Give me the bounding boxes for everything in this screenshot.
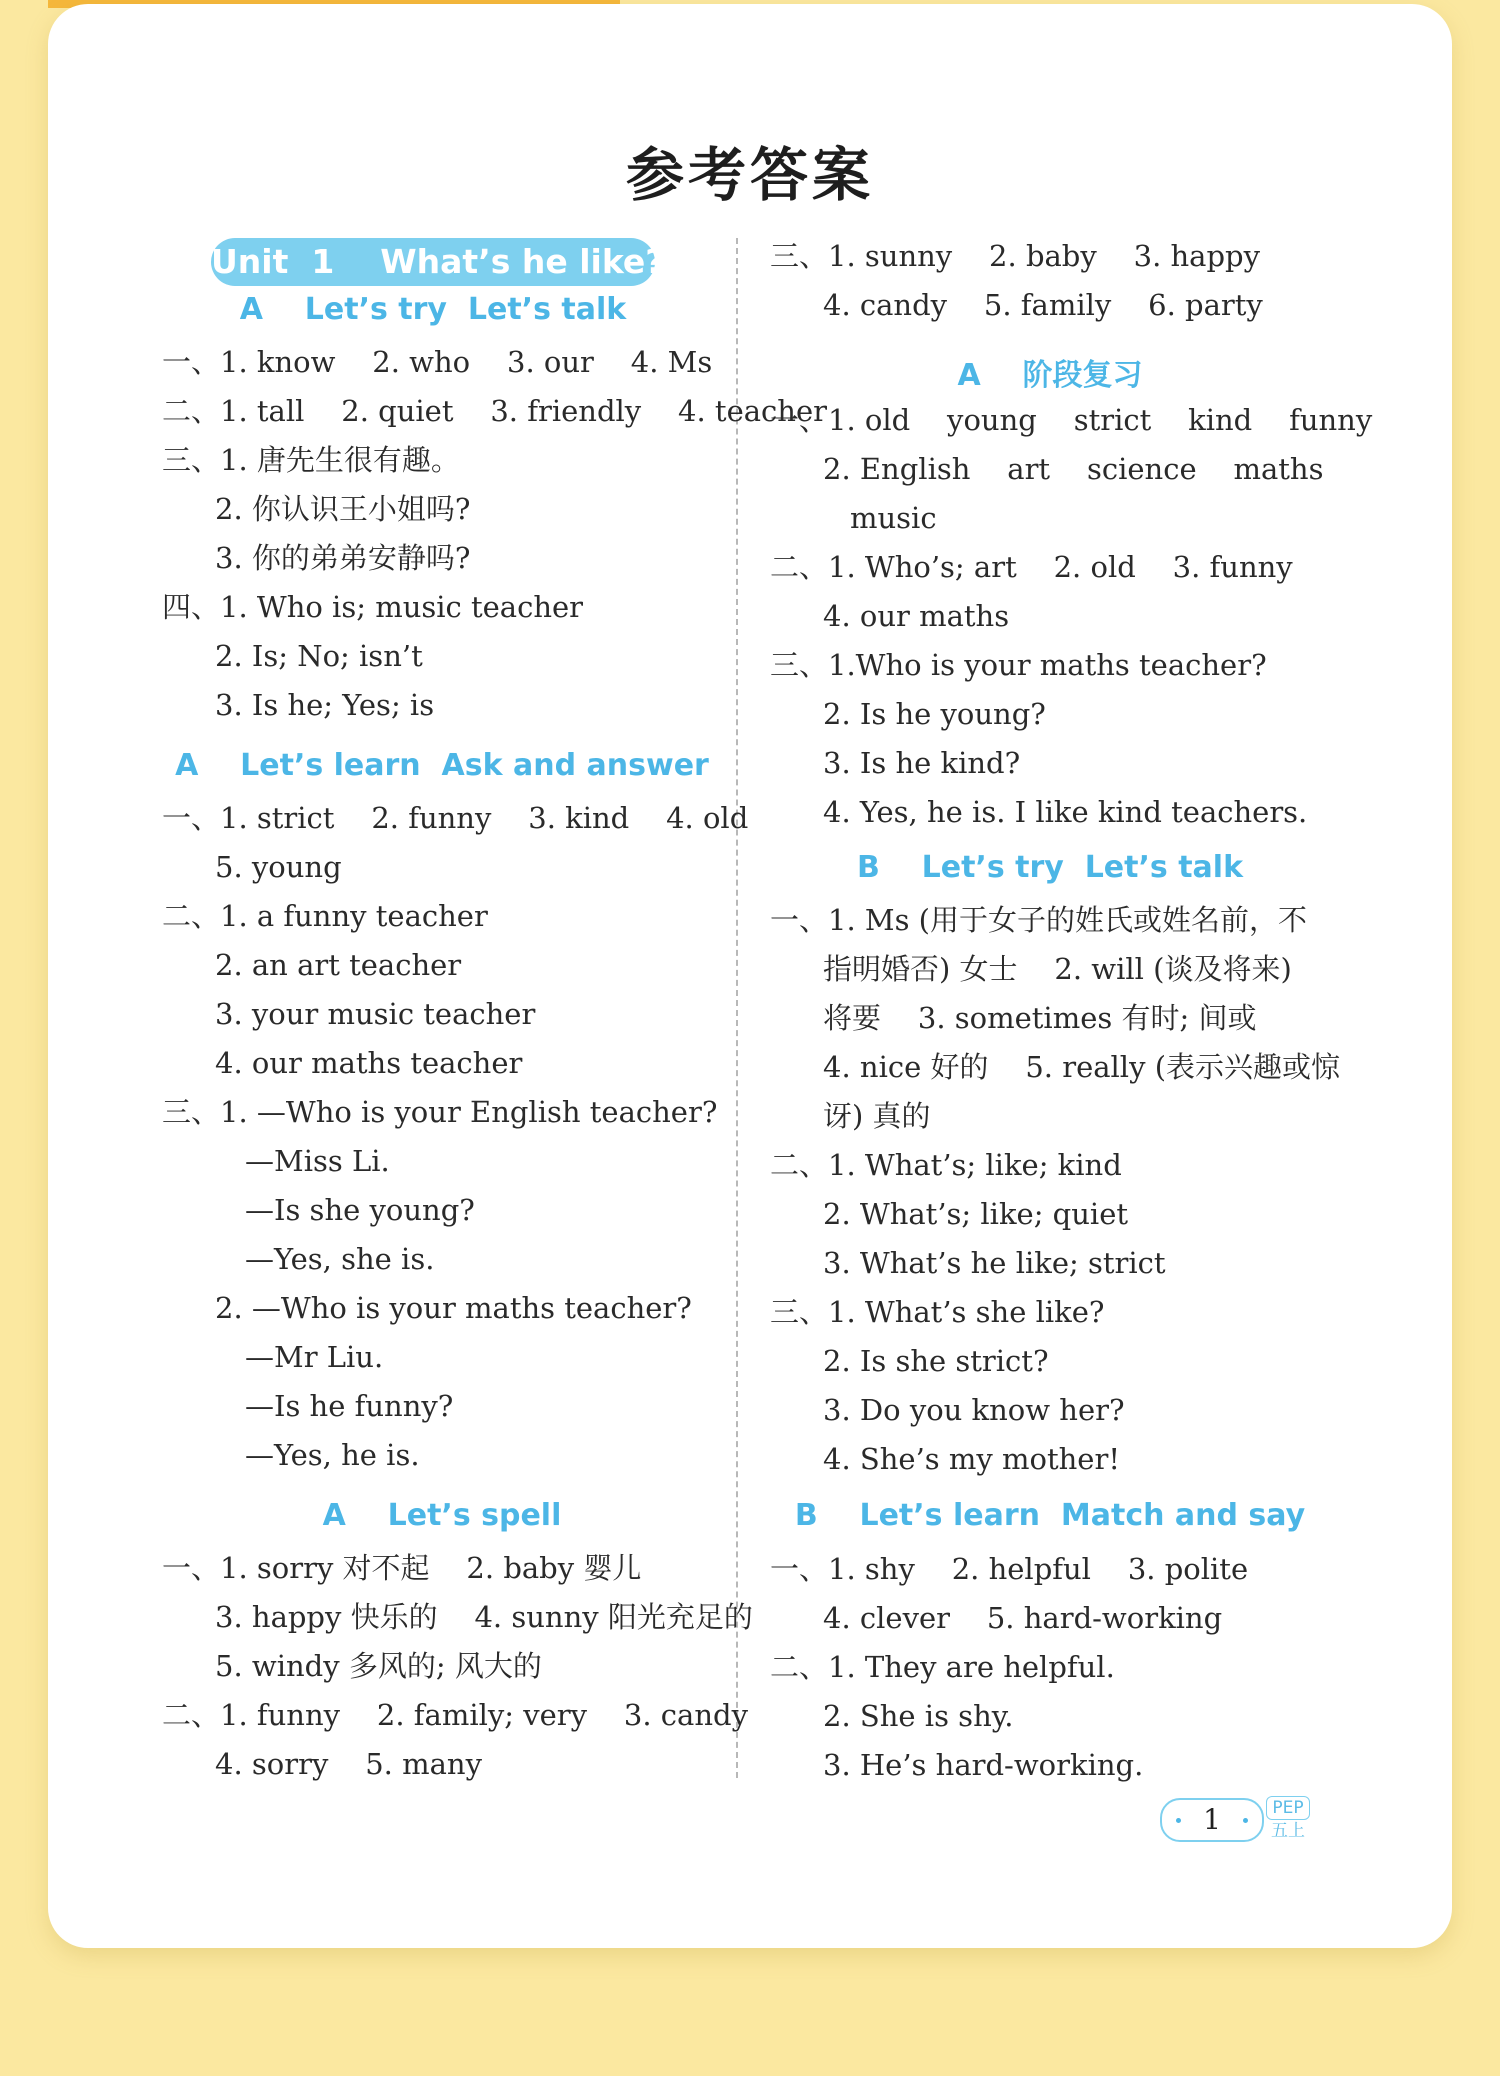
answer-row: 3. Is he; Yes; is <box>215 688 435 722</box>
dialogue-line: —Yes, he is. <box>245 1438 420 1472</box>
section-heading-b-try-talk: B Let’s try Let’s talk <box>856 850 1244 885</box>
dialogue-line: —Miss Li. <box>245 1144 390 1178</box>
answer-row: 2. Is; No; isn’t <box>215 639 423 673</box>
answer-row: 5. windy 多风的; 风大的 <box>215 1649 542 1683</box>
answer-row: 4. sorry 5. many <box>215 1747 482 1781</box>
answer-row: 4. nice 好的 5. really (表示兴趣或惊 <box>823 1050 1341 1084</box>
answer-row: 一、1. Ms (用于女子的姓氏或姓名前，不 <box>770 903 1307 937</box>
answer-row: 三、1. What’s she like? <box>770 1295 1105 1329</box>
answer-row: 一、1. sorry 对不起 2. baby 婴儿 <box>162 1551 642 1585</box>
answer-row: 指明婚否) 女士 2. will (谈及将来) <box>823 952 1292 986</box>
section-heading-a-learn-ask: A Let’s learn Ask and answer <box>175 748 709 783</box>
column-divider <box>736 238 738 1778</box>
answers-a-review <box>770 396 1373 837</box>
dialogue-line: —Is she young? <box>245 1193 475 1227</box>
answer-row: 二、1. Who’s; art 2. old 3. funny <box>770 550 1293 584</box>
answer-row: 4. clever 5. hard-working <box>823 1601 1223 1635</box>
answers-a-spell <box>162 1544 753 1789</box>
section-heading-a-spell: A Let’s spell <box>322 1498 562 1533</box>
answer-row: 2. Is he young? <box>823 697 1046 731</box>
answer-row: 3. 你的弟弟安静吗? <box>215 541 471 575</box>
answer-row: 2. an art teacher <box>215 948 462 982</box>
page-title: 参考答案 <box>625 141 874 209</box>
page-number-badge <box>1160 1798 1264 1842</box>
answer-row: music <box>850 501 937 535</box>
answer-row: 二、1. They are helpful. <box>770 1650 1115 1684</box>
answer-row: 3. Do you know her? <box>823 1393 1125 1427</box>
answer-row: 二、1. What’s; like; kind <box>770 1148 1122 1182</box>
answer-row: 三、1.Who is your maths teacher? <box>770 648 1267 682</box>
answer-row: 一、1. old young strict kind funny <box>770 403 1373 437</box>
edition-mark <box>1266 1796 1310 1842</box>
answer-row: 三、1. sunny 2. baby 3. happy <box>770 239 1260 273</box>
answer-row: 3. He’s hard-working. <box>823 1748 1144 1782</box>
page-number: 1 <box>1203 1803 1221 1836</box>
answers-b-learn-match <box>770 1545 1330 1790</box>
answer-row: 3. Is he kind? <box>823 746 1021 780</box>
answer-row: 2. 你认识王小姐吗? <box>215 492 471 526</box>
answer-row: 将要 3. sometimes 有时; 间或 <box>823 1001 1257 1035</box>
edition-pep: PEP <box>1266 1796 1310 1820</box>
answer-row: 二、1. funny 2. family; very 3. candy <box>162 1698 748 1732</box>
answer-row: 4. Yes, he is. I like kind teachers. <box>823 795 1308 829</box>
answer-row: 2. Is she strict? <box>823 1344 1049 1378</box>
answer-row: 4. our maths <box>823 599 1010 633</box>
answers-a-learn-ask <box>162 794 749 1480</box>
answer-row: 2. —Who is your maths teacher? <box>215 1291 692 1325</box>
dialogue-line: —Is he funny? <box>245 1389 454 1423</box>
answer-row: 三、1. —Who is your English teacher? <box>162 1095 718 1129</box>
unit-heading: Unit 1 What’s he like? <box>211 238 655 286</box>
answer-row: 2. English art science maths <box>823 452 1324 486</box>
dialogue-line: —Yes, she is. <box>245 1242 435 1276</box>
answer-row: 3. What’s he like; strict <box>823 1246 1166 1280</box>
section-heading-b-learn-match: B Let’s learn Match and say <box>794 1498 1306 1533</box>
answer-row: 5. young <box>215 850 342 884</box>
answer-row: 四、1. Who is; music teacher <box>162 590 584 624</box>
answer-row: 2. What’s; like; quiet <box>823 1197 1129 1231</box>
badge-dot-icon <box>1176 1818 1181 1823</box>
edition-grade: 五上 <box>1271 1821 1305 1841</box>
dialogue-line: —Mr Liu. <box>245 1340 384 1374</box>
section-heading-a-try-talk: A Let’s try Let’s talk <box>239 292 627 327</box>
answer-row: 4. She’s my mother! <box>823 1442 1120 1476</box>
answer-row: 讶) 真的 <box>823 1099 931 1133</box>
answer-row: 3. happy 快乐的 4. sunny 阳光充足的 <box>215 1600 753 1634</box>
answer-row: 二、1. tall 2. quiet 3. friendly 4. teacher <box>162 394 827 428</box>
answer-row: 4. our maths teacher <box>215 1046 523 1080</box>
answer-row: 一、1. know 2. who 3. our 4. Ms <box>162 345 713 379</box>
answer-row: 三、1. 唐先生很有趣。 <box>162 443 460 477</box>
answers-a-try-talk <box>162 338 827 730</box>
answers-b-try-talk <box>770 896 1341 1484</box>
answer-row: 4. candy 5. family 6. party <box>823 288 1263 322</box>
answer-row: 二、1. a funny teacher <box>162 899 488 933</box>
answers-spell-continued <box>770 232 1330 330</box>
answer-row: 3. your music teacher <box>215 997 536 1031</box>
badge-dot-icon <box>1243 1818 1248 1823</box>
section-heading-a-review: A 阶段复习 <box>957 358 1143 393</box>
answer-row: 2. She is shy. <box>823 1699 1014 1733</box>
answer-row: 一、1. shy 2. helpful 3. polite <box>770 1552 1249 1586</box>
answer-row: 一、1. strict 2. funny 3. kind 4. old <box>162 801 749 835</box>
